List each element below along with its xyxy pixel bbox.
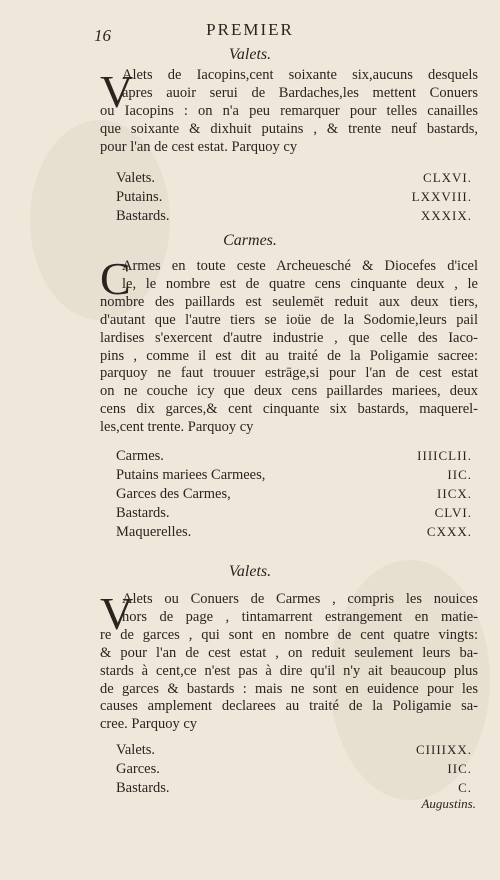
tally-row <box>100 486 478 505</box>
text-line: Alets ou Conuers de Carmes , compris les nouices <box>122 591 478 607</box>
section-paragraph <box>100 588 478 734</box>
tally-row <box>100 742 478 761</box>
section-title: Valets. <box>228 46 272 63</box>
text-line: Alets de Iacopins,cent soixante six,aucuns desquels <box>122 67 478 83</box>
text-line: & pour l'an de cest estat , on reduit seulement leurs ba- <box>100 644 478 661</box>
section-paragraph <box>100 253 478 437</box>
text-line: Armes en toute ceste Archeuesché & Diocefes d'icel <box>122 258 478 274</box>
tally-value: IIIICLII. <box>417 448 472 463</box>
section-title: Valets. <box>228 563 272 580</box>
text-line: pour l'an de cest estat. Parquoy cy <box>100 138 298 155</box>
tally-value: C. <box>458 780 472 795</box>
text-line: nombre des paillards est seulemēt reduit aux deux tiers, <box>100 293 478 310</box>
tally-label: Bastards. <box>116 208 170 224</box>
tally-label: Putains mariees Carmees, <box>116 467 266 483</box>
tally-label: Garces des Carmes, <box>116 486 231 502</box>
section-paragraph <box>100 67 478 157</box>
tally-label: Valets. <box>116 170 156 186</box>
drop-capital: C <box>100 253 131 304</box>
tally-value: XXXIX. <box>420 208 472 223</box>
tally-label: Carmes. <box>116 448 164 464</box>
text-line: apres auoir serui de Bardaches,les mettent Conuers <box>122 84 478 101</box>
section-title: Carmes. <box>223 232 277 249</box>
tally-label: Putains. <box>116 189 163 205</box>
tally-row <box>100 170 478 189</box>
text-line: les,cent trente. Parquoy cy <box>100 419 254 436</box>
text-line: que soixante & dixhuit putains , & trente neuf bastards, <box>100 120 478 137</box>
text-line: cree. Parquoy cy <box>100 716 198 733</box>
tally-list <box>100 170 478 227</box>
text-line: hors de page , tintamarrent estrangement en matie- <box>122 608 478 625</box>
tally-row <box>100 467 478 486</box>
tally-value: LXXVIII. <box>411 189 472 204</box>
text-line: cens dix garces,& cent cinquante six bastards, maquerel- <box>100 401 478 418</box>
text-line: ou Iacopins : on n'a peu remarquer pour telles canailles <box>100 102 478 119</box>
drop-capital: V <box>100 588 134 639</box>
tally-value: CLXVI. <box>423 170 472 185</box>
text-line: causes amplement declarees au traité de la Poligamie sa- <box>100 698 478 715</box>
text-line: stards à cent,ce n'est pas à dire qu'il n'y ait beaucoup plus <box>100 662 478 679</box>
tally-label: Valets. <box>116 742 156 758</box>
running-head: PREMIER <box>206 20 294 39</box>
tally-list <box>100 742 478 799</box>
text-line: d'autant que l'autre tiers se ioüe de la Sodomie,leurs pail <box>100 311 478 328</box>
tally-row <box>100 761 478 780</box>
tally-list <box>100 448 478 543</box>
tally-row <box>100 208 478 227</box>
drop-capital: V <box>100 66 134 117</box>
text-line: le, le nombre est de quatre cens cinquante deux , le <box>122 275 478 292</box>
tally-value: CXXX. <box>426 524 472 539</box>
text-line: de garces & bastards : mais ne sont en euidence pour les <box>100 680 478 697</box>
tally-row <box>100 524 478 543</box>
tally-label: Bastards. <box>116 780 170 796</box>
tally-value: IIC. <box>447 467 472 482</box>
tally-row <box>100 505 478 524</box>
text-line: lardises s'exercent d'autre industrie , que celle des Iaco- <box>100 329 478 346</box>
tally-row <box>100 189 478 208</box>
tally-value: IICX. <box>437 486 472 501</box>
text-line: on ne couche icy que deux cens paillardes mariees, deux <box>100 383 478 400</box>
tally-label: Bastards. <box>116 505 170 521</box>
tally-row <box>100 448 478 467</box>
tally-value: CIIIIXX. <box>415 742 472 757</box>
tally-value: IIC. <box>447 761 472 776</box>
catchword: Augustins. <box>421 796 476 811</box>
page-number: 16 <box>94 26 111 45</box>
tally-value: CLVI. <box>434 505 472 520</box>
tally-label: Garces. <box>116 761 160 777</box>
text-line: pins , comme il est dit au traité de la Poligamie sacree: <box>100 347 478 364</box>
text-line: re de garces , qui sont en nombre de cent quatre vingts: <box>100 626 478 643</box>
tally-label: Maquerelles. <box>116 524 192 540</box>
text-line: parquoy ne faut trouuer estrāge,si pour l'an de cest estat <box>100 365 478 382</box>
